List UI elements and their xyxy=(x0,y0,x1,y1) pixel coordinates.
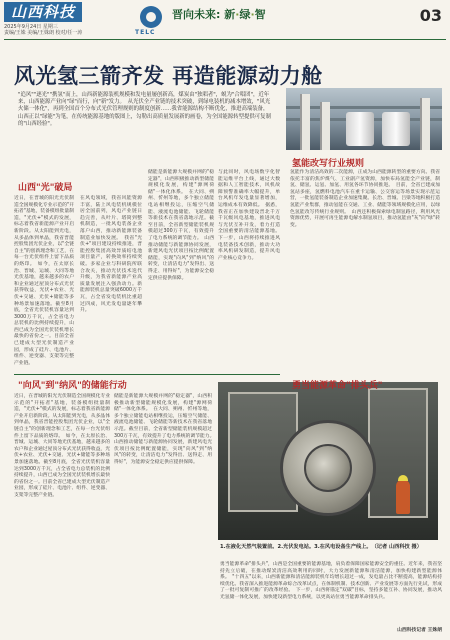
photo-caption: 1.在液化天然气装置前。2.光伏发电站。3.在风电设备生产线上。 （记者 山西科技 摄） xyxy=(220,544,422,550)
byline: 山西科技记者 王姝朗 xyxy=(397,628,442,633)
telc-logo-icon xyxy=(140,6,162,28)
issue-meta xyxy=(4,24,124,36)
headline: 风光氢三箭齐发 再造能源动力舱 xyxy=(14,64,323,88)
masthead xyxy=(4,2,446,40)
lead-paragraph: "追风""逐光""携氢"而上，山西新能源装机规模和发电量屡创新高，煤炭由"独唱者"，蜕为"合唱团"，近年来，山西能源产业向"绿"而行，向"新"发力。 从光伏全产业链的技术突破，到绿电装机的减本增效，"风光火储一体化"，再到全国首个分布式光伏管理规则的制度创新……我省能源结构不断优化，推进高端装备，山西正以"绿能"为笔，在传统能源基地的版图上，勾勒出高质量发展新的画卷，为全国能源转型提供可复制的"山西经验"。 xyxy=(18,92,271,127)
editor-line: 责编/王姝 美编/王姝朗 校对/任一涛 xyxy=(4,30,83,36)
banner-word-2: 绿 xyxy=(239,8,251,21)
section-title-solar: 山西"光"破局 xyxy=(18,183,73,193)
section-title-wind-storage: "向风"到"纳风"的储能行动 xyxy=(18,381,127,391)
column-3: 储能是新能源大规模并网的"稳定器"，山西积极推动新型储能规模化发展，构建"源网荷储"一体化体系。 在大同、朔州、忻州等地，多个独立储能电站相继投运，压缩空气储能、液流电池储能、飞轮储能等新技术在我省落地示范。截至目前，全省新型储能装机规模超过300万千瓦，有效提升了电力系统的调节能力。 山西推动储能与新能源协同发展，新建风电光伏项目按比例配置储能，实现"向风"到"纳风"的转变，让清洁电力"发得出、送得走、用得好"，为能源安全稳定供应提供保障。 xyxy=(148,170,214,281)
banner-word-3: 智 xyxy=(254,8,266,21)
wind-equipment-production-photo xyxy=(218,382,438,540)
section-divider xyxy=(14,374,280,375)
issue-date: 2025年9月24日 星期三 xyxy=(4,24,58,30)
column-7: 勇当能源革命"排头兵"，山西是全国重要的能源基地，肩负着保障国家能源安全的重任。近年来，我省坚持先立后破，在推动煤炭清洁高效利用的同时，大力发展新能源和清洁能源，加快构建新型能源体系。 "十四五"以来，山西新能源和清洁能源装机年均增长超过一成，发电量占比不断提高，能源结构持续优化。我省深入推进能源革命综合改革试点，在体制机制、技术创新、产业发展等方面先行先试，形成了一批可复制可推广的改革经验。 下一步，山西将锚定"双碳"目标，坚持多能互补、协同发展，推动风光氢储一体化发展，加快建设新型电力系统，以更高站位勇当能源革命排头兵。 xyxy=(220,562,442,600)
column-1: 近日，在晋城的阳光光伏制造全国规模化专业示范的"开拓者"基地，装备模组批量制造，"光伏+"模式的发展，标志着我省新能源产业开启新阶段。从太阳能到光电，从多晶体到单晶，我省晋能控股集团光伏企业，以"全链自主"的创新理念和工艺，在每一台光伏组件上留下品质的烙印。 如今，在太原长治、晋城、运城、大同等地光伏基地，越来越多的农户和企业通过屋顶分布式光伏获得收益，光伏+农业、光伏+交通、光伏+储能等多种场景加速落地。截至8月底，全省光伏装机容量达到3000万千瓦，占全省电力总装机的比例持续提升，山西已成为全国光伏装机增长最快的省份之一。目前全省已建成大型光伏制造产业园，形成了硅片、电池片、组件、逆变器、支架等完整产业链。 xyxy=(14,196,74,366)
column-6a: 近日，在晋城的阳光光伏制造全国规模化专业示范的"开拓者"基地，装备模组批量制造，"光伏+"模式的发展，标志着我省新能源产业开启新阶段。从太阳能到光电，从多晶体到单晶，我省晋能控股集团光伏企业，以"全链自主"的创新理念和工艺，在每一台光伏组件上留下品质的烙印。 如今，在太原长治、晋城、运城、大同等地光伏基地，越来越多的农户和企业通过屋顶分布式光伏获得收益，光伏+农业、光伏+交通、光伏+储能等多种场景加速落地。截至8月底，全省光伏装机容量达到3000万千瓦，占全省电力总装机的比例持续提升，山西已成为全国光伏装机增长最快的省份之一。目前全省已建成大型光伏制造产业园，形成了硅片、电池片、组件、逆变器、支架等完整产业链。 xyxy=(14,394,110,498)
lng-plant-photo xyxy=(286,88,442,150)
column-5: 氢能作为清洁高效的二次能源，正成为山西能源转型的重要方向。我省依托丰富的焦炉煤气、工业副产氢资源，加快布局氢能全产业链，制氢、储氢、运氢、加氢、用氢各环节协同推进。 目前，全省已建成加氢站多座，氢燃料电池汽车在重卡运输、公交客运等场景实现示范运营，一批氢能装备制造企业加速集聚。长治、晋城、吕梁等地积极打造氢能产业集群，推动氢能在交通、工业、储能等领域规模化应用，以绿色氢能改写传统行业规则。 山西还积极探索绿电制氢路径，利用风光资源优势，开展可再生能源电解水制氢项目，推动氢能由"灰"向"绿"转变。 xyxy=(290,170,440,228)
telc-brand: TELC xyxy=(135,29,156,36)
banner-prefix: 晋向未来: xyxy=(172,8,221,21)
column-6b: 储能是新能源大规模并网的"稳定器"，山西积极推动新型储能规模化发展，构建"源网荷储"一体化体系。 在大同、朔州、忻州等地，多个独立储能电站相继投运，压缩空气储能、液流电池储能、飞轮储能等新技术在我省落地示范。截至目前，全省新型储能装机规模超过300万千瓦，有效提升了电力系统的调节能力。 山西推动储能与新能源协同发展，新建风电光伏项目按比例配置储能，实现"向风"到"纳风"的转变，让清洁电力"发得出、送得走、用得好"，为能源安全稳定供应提供保障。 xyxy=(114,394,217,465)
banner-word-1: 新 xyxy=(224,8,236,21)
column-2: 在风电领域，我省风能资源丰富，陆上风电装机规模位居全国前列，风电产业链日趋完善，从叶片、塔筒到整机制造，一批风电装备企业落户山西，推动新能源装备制造业加快发展。 我省"光伏+"项目建设持续推进，晋能控股集团高效异质结电池项目量产，转换效率持续突破。多家企业与科研院所联合攻关，推动光伏技术迭代升级，为我省新能源产业高质量发展注入强劲动力。新能源装机总量突破6000万千瓦，占全省发电装机比重超过四成，风光发电量逐年攀升。 xyxy=(80,196,142,314)
section-title-pioneer: 勇当能源革命"排头兵" xyxy=(292,381,383,391)
newspaper-logo: 山西科技 xyxy=(4,2,82,22)
section-title-hydrogen: 氢能改写行业规则 xyxy=(292,159,365,169)
section-banner: 晋向未来: 新·绿·智 xyxy=(172,8,266,21)
page-number: 03 xyxy=(419,6,442,25)
column-4: 与此同时，风电场数字化智能运维平台上线，通过大数据和人工智能技术，风机故障预警准确率大幅提升，单台风机年发电量显著增加，运维成本有效降低。 据悉，我省正在加快建设晋北千万千瓦级风电基地，推进风电与光伏互补开发，着力打造全国重要的清洁能源基地。下一步，山西将持续推进风电装备技术创新，推动大功率风机研发制造，提升风电产业核心竞争力。 xyxy=(218,170,280,261)
